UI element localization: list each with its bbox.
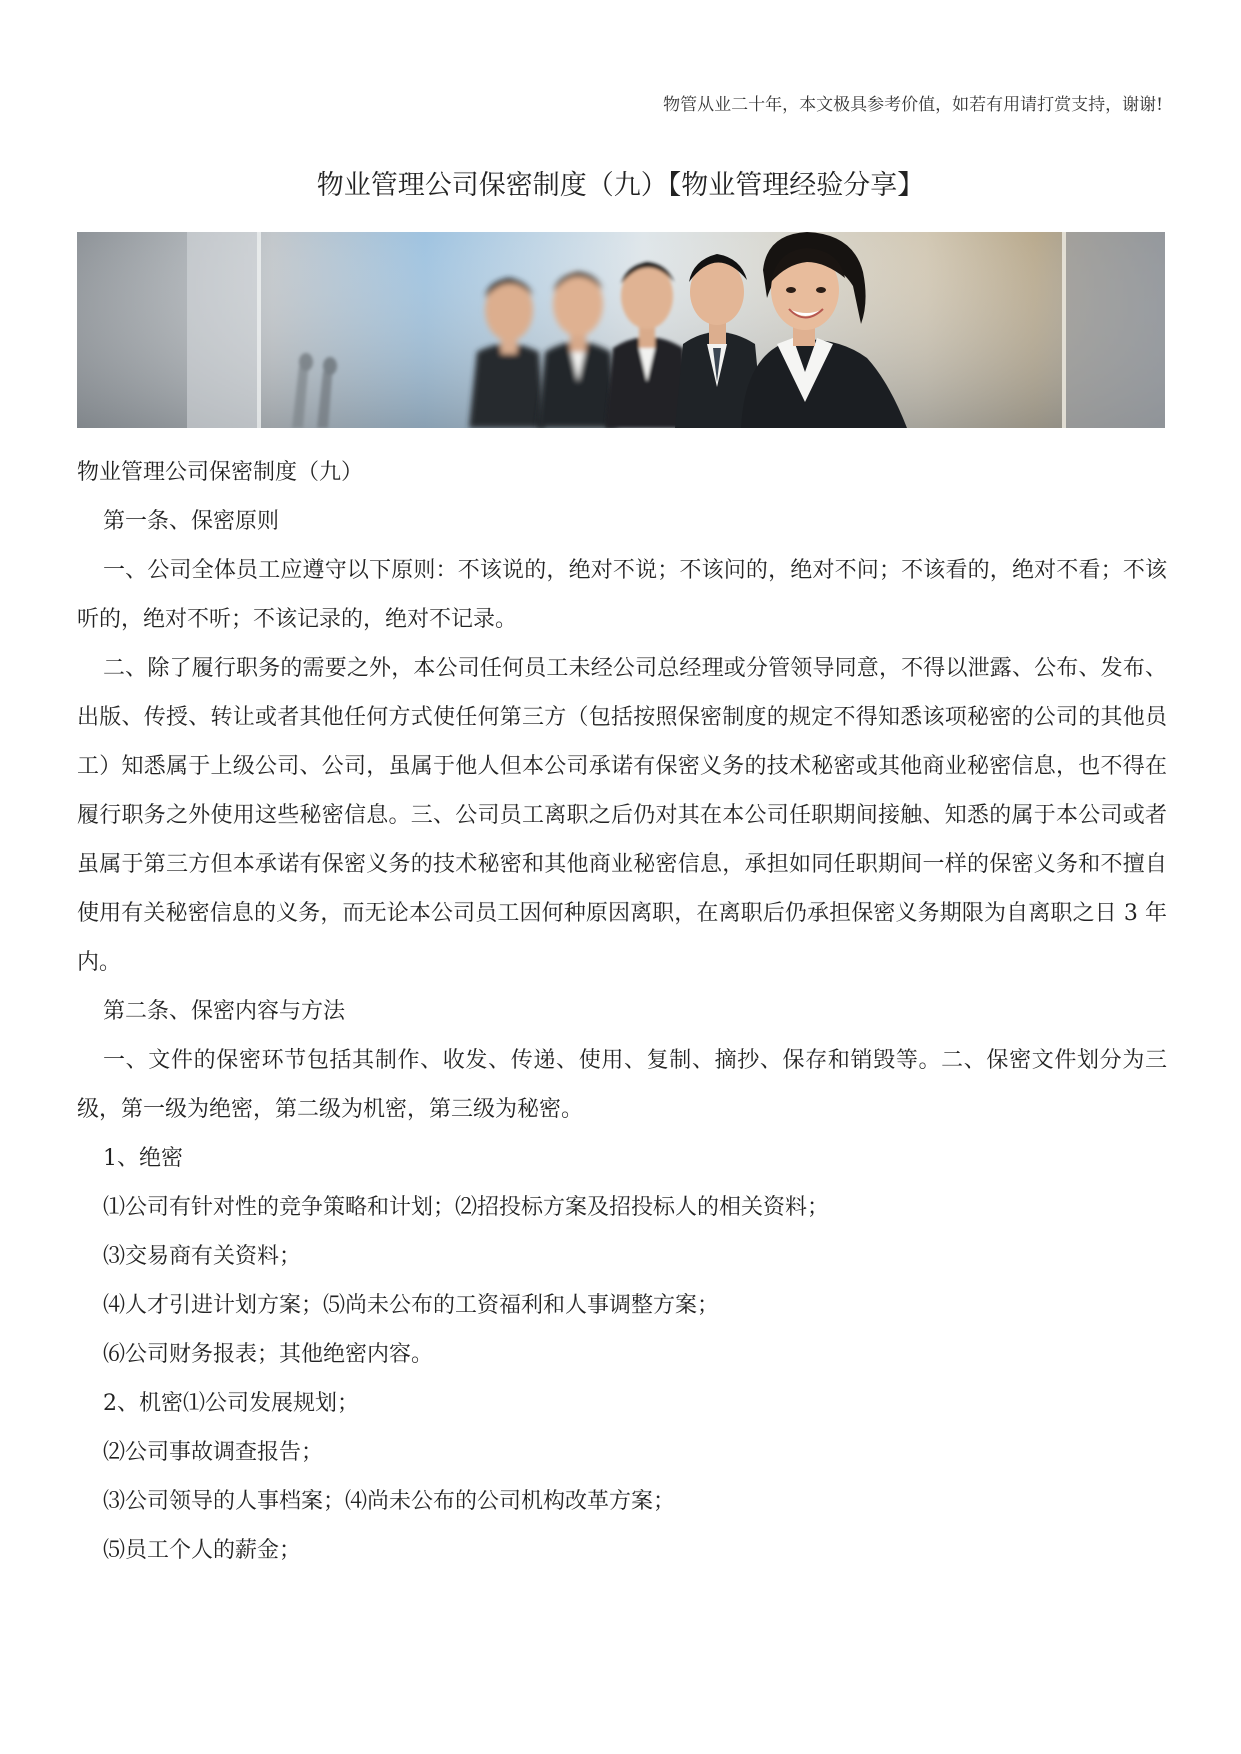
article1-paragraph-2: 二、除了履行职务的需要之外，本公司任何员工未经公司总经理或分管领导同意，不得以泄露、公布、发布、出版、传授、转让或者其他任何方式使任何第三方（包括按照保密制度的规定不得知悉该项秘密的公司的其他员工）知悉属于上级公司、公司，虽属于他人但本公司承诺有保密义务的技术秘密或其他商业秘密信息，也不得在履行职务之外使用这些秘密信息。三、公司员工离职之后仍对其在本公司任职期间接触、知悉的属于本公司或者虽属于第三方但本承诺有保密义务的技术秘密和其他商业秘密信息，承担如同任职期间一样的保密义务和不擅自使用有关秘密信息的义务，而无论本公司员工因何种原因离职，在离职后仍承担保密义务期限为自离职之日 3 年内。 — [77, 656, 1167, 975]
article1-paragraph-1: 一、公司全体员工应遵守以下原则：不该说的，绝对不说；不该问的，绝对不问；不该看的，绝对不看；不该听的，绝对不听；不该记录的，绝对不记录。 — [77, 558, 1167, 632]
list-item: ⑵公司事故调查报告； — [103, 1440, 324, 1465]
article1-heading: 第一条、保密原则 — [103, 509, 280, 534]
list-item: ⑸员工个人的薪金； — [103, 1538, 302, 1563]
document-title: 物业管理公司保密制度（九）【物业管理经验分享】 — [316, 170, 925, 201]
header-note: 物管从业二十年，本文极具参考价值，如若有用请打赏支持，谢谢! — [663, 95, 1163, 115]
banner-photo — [77, 232, 1165, 428]
list-item: ⑷人才引进计划方案；⑸尚未公布的工资福利和人事调整方案； — [103, 1293, 720, 1318]
list-item: ⑹公司财务报表；其他绝密内容。 — [103, 1342, 434, 1367]
list-item: ⑶交易商有关资料； — [103, 1244, 302, 1269]
document-body — [77, 448, 1167, 1575]
list-item: ⑶公司领导的人事档案；⑷尚未公布的公司机构改革方案； — [103, 1489, 676, 1514]
list-item: ⑴公司有针对性的竞争策略和计划；⑵招投标方案及招投标人的相关资料； — [103, 1195, 830, 1220]
article2-heading: 第二条、保密内容与方法 — [103, 999, 346, 1024]
banner-photo-graphic — [77, 232, 1165, 428]
article2-paragraph-1: 一、文件的保密环节包括其制作、收发、传递、使用、复制、摘抄、保存和销毁等。二、保密文件划分为三级，第一级为绝密，第二级为机密，第三级为秘密。 — [77, 1048, 1167, 1122]
doc-heading: 物业管理公司保密制度（九） — [77, 460, 364, 485]
level1-heading: 1、绝密 — [103, 1146, 183, 1171]
level2-heading: 2、机密⑴公司发展规划； — [103, 1391, 359, 1416]
